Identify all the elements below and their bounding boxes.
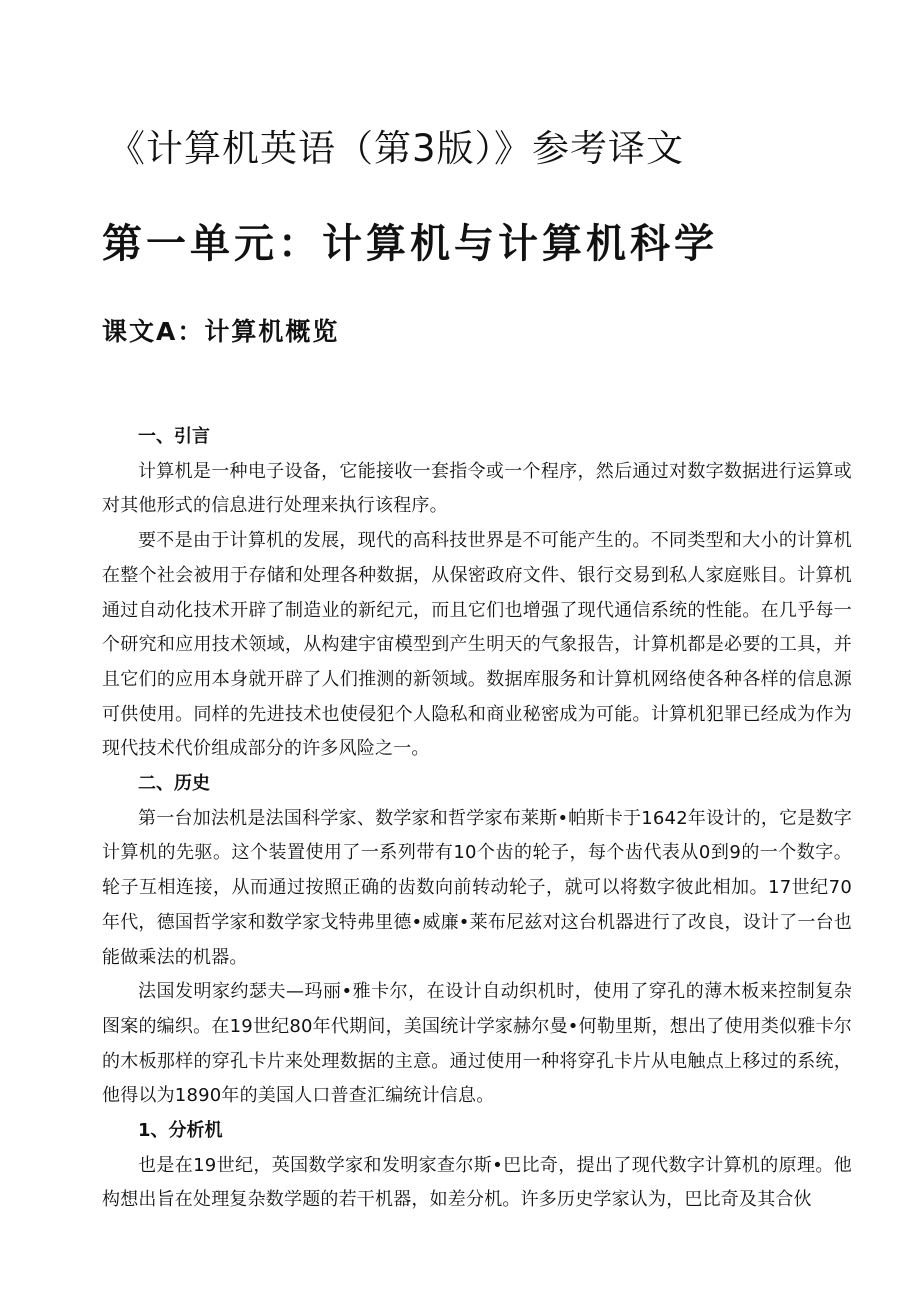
paragraph: 也是在19世纪，英国数学家和发明家查尔斯•巴比奇，提出了现代数字计算机的原理。他构想出旨在处理复杂数学题的若干机器，如差分机。许多历史学家认为，巴比奇及其合伙	[102, 1154, 852, 1211]
paragraph: 法国发明家约瑟夫—玛丽•雅卡尔，在设计自动织机时，使用了穿孔的薄木板来控制复杂图案的编织。在19世纪80年代期间，美国统计学家赫尔曼•何勒里斯，想出了使用类似雅卡尔的木板那样的穿孔卡片来处理数据的主意。通过使用一种将穿孔卡片从电触点上移过的系统，他得以为1890年的美国人口普查汇编统计信息。	[102, 981, 852, 1107]
section-heading-intro: 一、引言	[138, 426, 210, 447]
unit-title: 第一单元：计算机与计算机科学	[102, 221, 718, 267]
document-title: 《计算机英语（第3版）》参考译文	[108, 127, 685, 170]
lesson-title: 课文A：计算机概览	[102, 317, 340, 346]
section-heading-history: 二、历史	[138, 773, 210, 795]
paragraph: 计算机是一种电子设备，它能接收一套指令或一个程序，然后通过对数字数据进行运算或对其他形式的信息进行处理来执行该程序。	[102, 460, 852, 517]
section-heading-analytical-engine: 1、分析机	[138, 1120, 223, 1142]
paragraph: 要不是由于计算机的发展，现代的高科技世界是不可能产生的。不同类型和大小的计算机在整个社会被用于存储和处理各种数据，从保密政府文件、银行交易到私人家庭账目。计算机通过自动化技术开辟了制造业的新纪元，而且它们也增强了现代通信系统的性能。在几乎每一个研究和应用技术领域，从构建宇宙模型到产生明天的气象报告，计算机都是必要的工具，并且它们的应用本身就开辟了人们推测的新领域。数据库服务和计算机网络使各种各样的信息源可供使用。同样的先进技术也使侵犯个人隐私和商业秘密成为可能。计算机犯罪已经成为作为现代技术代价组成部分的许多风险之一。	[102, 530, 852, 760]
document-body	[102, 420, 852, 1218]
paragraph: 第一台加法机是法国科学家、数学家和哲学家布莱斯•帕斯卡于1642年设计的，它是数字计算机的先驱。这个装置使用了一系列带有10个齿的轮子，每个齿代表从0到9的一个数字。轮子互相连接，从而通过按照正确的齿数向前转动轮子，就可以将数字彼此相加。17世纪70年代，德国哲学家和数学家戈特弗里德•威廉•莱布尼兹对这台机器进行了改良，设计了一台也能做乘法的机器。	[102, 807, 852, 968]
